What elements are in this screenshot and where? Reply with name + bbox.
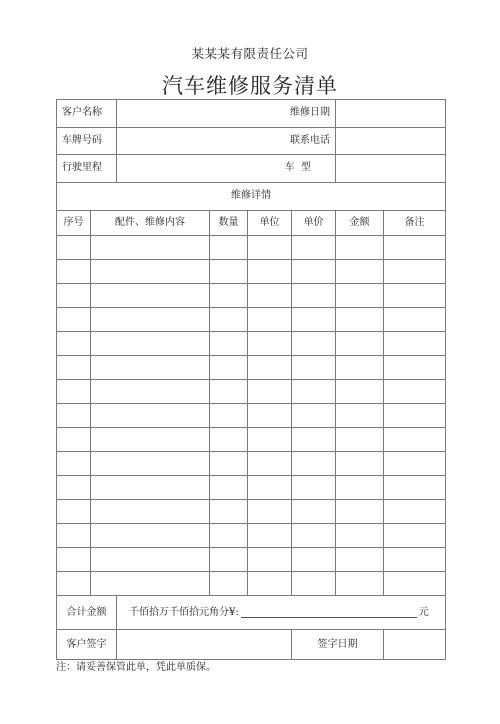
customer-name-label: 客户名称 bbox=[57, 100, 117, 128]
table-row[interactable] bbox=[57, 379, 446, 403]
table-row[interactable] bbox=[57, 259, 446, 283]
details-section-row bbox=[57, 182, 446, 210]
col-header-price: 单价 bbox=[292, 210, 336, 235]
table-row[interactable] bbox=[57, 235, 446, 259]
col-header-remark: 备注 bbox=[384, 210, 446, 235]
customer-signature-label: 客户签字 bbox=[57, 630, 117, 660]
page-title: 汽车维修服务清单 bbox=[162, 74, 338, 98]
col-header-item: 配件、维修内容 bbox=[91, 210, 210, 235]
repair-date-field[interactable] bbox=[336, 100, 446, 128]
total-amount-field[interactable] bbox=[117, 596, 446, 630]
table-row[interactable] bbox=[57, 355, 446, 379]
phone-label: 联系电话 bbox=[117, 127, 336, 155]
company-name: 某某某有限责任公司 bbox=[191, 46, 309, 61]
plate-number-label: 车牌号码 bbox=[57, 127, 117, 155]
info-row-mileage bbox=[57, 155, 446, 183]
table-row[interactable] bbox=[57, 307, 446, 331]
customer-signature-field[interactable] bbox=[117, 630, 292, 660]
repair-service-form bbox=[56, 99, 446, 660]
total-amount-label: 合计金额 bbox=[57, 596, 117, 630]
table-row[interactable] bbox=[57, 572, 446, 596]
col-header-amount: 金额 bbox=[336, 210, 384, 235]
car-model-field[interactable] bbox=[336, 155, 446, 183]
amount-underline[interactable] bbox=[241, 607, 417, 618]
table-row[interactable] bbox=[57, 403, 446, 427]
table-row[interactable] bbox=[57, 451, 446, 475]
info-row-plate bbox=[57, 127, 446, 155]
table-row[interactable] bbox=[57, 475, 446, 499]
table-row[interactable] bbox=[57, 500, 446, 524]
signature-date-field[interactable] bbox=[384, 630, 446, 660]
table-row[interactable] bbox=[57, 548, 446, 572]
details-column-header bbox=[57, 210, 446, 235]
signature-row bbox=[57, 630, 446, 660]
repair-date-label: 维修日期 bbox=[117, 100, 336, 128]
info-row-customer bbox=[57, 100, 446, 128]
total-amount-row bbox=[57, 596, 446, 630]
col-header-unit: 单位 bbox=[248, 210, 292, 235]
table-row[interactable] bbox=[57, 283, 446, 307]
signature-date-label: 签字日期 bbox=[292, 630, 384, 660]
capital-amount-prefix: 千佰拾万千佰拾元角分¥: bbox=[129, 607, 239, 619]
currency-suffix: 元 bbox=[418, 607, 429, 619]
phone-field[interactable] bbox=[336, 127, 446, 155]
col-header-qty: 数量 bbox=[210, 210, 248, 235]
details-section-label: 维修详情 bbox=[57, 182, 446, 210]
table-row[interactable] bbox=[57, 331, 446, 355]
table-row[interactable] bbox=[57, 524, 446, 548]
car-model-label: 车 型 bbox=[117, 155, 336, 183]
table-row[interactable] bbox=[57, 427, 446, 451]
footer-note: 注：请妥善保管此单，凭此单质保。 bbox=[56, 662, 216, 673]
col-header-no: 序号 bbox=[57, 210, 91, 235]
mileage-label: 行驶里程 bbox=[57, 155, 117, 183]
